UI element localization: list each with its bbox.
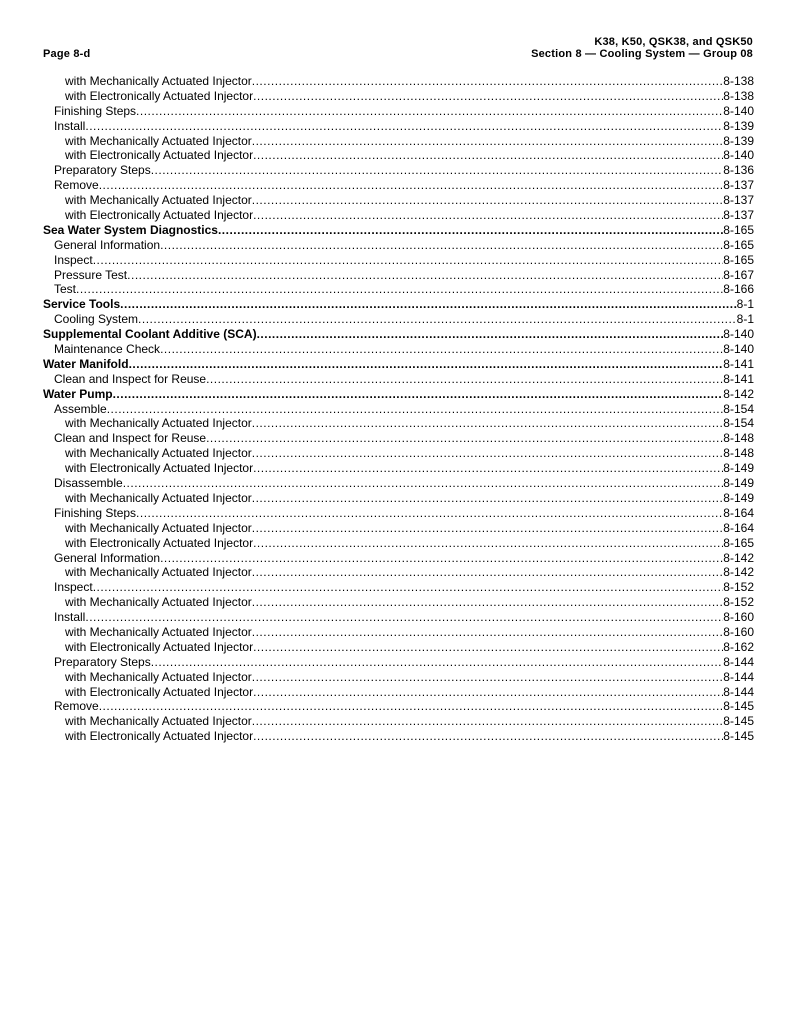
entry-page-number: 8-138 bbox=[723, 74, 754, 88]
index-entry bbox=[43, 134, 754, 149]
entry-label: with Mechanically Actuated Injector bbox=[65, 193, 252, 208]
entry-label: with Electronically Actuated Injector bbox=[65, 639, 254, 654]
entry-label: Service Tools bbox=[43, 297, 121, 312]
entry-page-number: 8-154 bbox=[723, 401, 754, 416]
entry-label: General Information bbox=[54, 550, 161, 565]
index-topic-entry bbox=[43, 327, 754, 342]
entry-page-number: 8-166 bbox=[723, 282, 754, 297]
dot-leader bbox=[99, 178, 724, 193]
entry-label: Pressure Test bbox=[54, 267, 128, 282]
index-entry bbox=[43, 551, 754, 566]
entry-page-number: 8-160 bbox=[723, 610, 754, 625]
dot-leader bbox=[253, 640, 723, 655]
dot-leader bbox=[252, 446, 724, 461]
index-entry bbox=[43, 446, 754, 461]
entry-page-number: 8-139 bbox=[723, 133, 754, 148]
entry-label: with Mechanically Actuated Injector bbox=[65, 565, 252, 580]
entry-label: Disassemble bbox=[54, 476, 123, 491]
dot-leader bbox=[253, 89, 723, 104]
dot-leader bbox=[252, 595, 724, 610]
index-entry bbox=[43, 565, 754, 580]
entry-label: with Electronically Actuated Injector bbox=[65, 535, 254, 550]
entry-page-number: 8-140 bbox=[723, 342, 754, 357]
entry-label: with Mechanically Actuated Injector bbox=[65, 416, 252, 431]
index-entry bbox=[43, 536, 754, 551]
dot-leader bbox=[252, 74, 724, 89]
index-entry bbox=[43, 431, 754, 446]
index-entry bbox=[43, 312, 754, 327]
index-entry bbox=[43, 506, 754, 521]
index-entry bbox=[43, 253, 754, 268]
index-entry bbox=[43, 193, 754, 208]
entry-page-number: 8-165 bbox=[723, 237, 754, 252]
dot-leader bbox=[253, 461, 723, 476]
entry-page-number: 8-144 bbox=[723, 669, 754, 684]
entry-label: Remove bbox=[54, 178, 99, 193]
entry-label: Assemble bbox=[54, 401, 107, 416]
dot-leader bbox=[252, 521, 724, 536]
dot-leader bbox=[252, 670, 724, 685]
index-entry bbox=[43, 104, 754, 119]
entry-label: with Electronically Actuated Injector bbox=[65, 684, 254, 699]
index-entry bbox=[43, 342, 754, 357]
dot-leader bbox=[99, 699, 724, 714]
entry-label: Test bbox=[54, 282, 77, 297]
dot-leader bbox=[252, 193, 724, 208]
entry-label: with Electronically Actuated Injector bbox=[65, 148, 254, 163]
index-entry bbox=[43, 685, 754, 700]
dot-leader bbox=[120, 297, 737, 312]
entry-label: with Mechanically Actuated Injector bbox=[65, 520, 252, 535]
index-entry bbox=[43, 491, 754, 506]
dot-leader bbox=[252, 625, 724, 640]
dot-leader bbox=[85, 610, 723, 625]
dot-leader bbox=[151, 163, 724, 178]
dot-leader bbox=[76, 282, 723, 297]
dot-leader bbox=[252, 134, 724, 149]
index-entry bbox=[43, 655, 754, 670]
index-entry bbox=[43, 610, 754, 625]
index-entry bbox=[43, 89, 754, 104]
dot-leader bbox=[252, 416, 724, 431]
header-right bbox=[531, 36, 753, 60]
dot-leader bbox=[160, 238, 723, 253]
dot-leader bbox=[257, 327, 724, 342]
dot-leader bbox=[253, 148, 723, 163]
index-entry bbox=[43, 625, 754, 640]
entry-page-number: 8-165 bbox=[723, 222, 754, 237]
entry-label: Sea Water System Diagnostics bbox=[43, 222, 218, 237]
dot-leader bbox=[253, 729, 723, 744]
engine-models: K38, K50, QSK38, and QSK50 bbox=[594, 36, 753, 48]
index-entry bbox=[43, 476, 754, 491]
entry-page-number: 8-141 bbox=[723, 371, 754, 386]
entry-page-number: 8-165 bbox=[723, 252, 754, 267]
entry-page-number: 8-145 bbox=[723, 714, 754, 729]
entry-label: with Electronically Actuated Injector bbox=[65, 729, 254, 744]
dot-leader bbox=[218, 223, 723, 238]
entry-label: Remove bbox=[54, 699, 99, 714]
entry-page-number: 8-137 bbox=[723, 208, 754, 223]
entry-page-number: 8-1 bbox=[736, 312, 754, 327]
entry-page-number: 8-141 bbox=[723, 356, 754, 371]
entry-page-number: 8-144 bbox=[723, 684, 754, 699]
entry-label: Clean and Inspect for Reuse bbox=[54, 371, 207, 386]
entry-label: with Electronically Actuated Injector bbox=[65, 88, 254, 103]
entry-label: Install bbox=[54, 118, 86, 133]
dot-leader bbox=[113, 387, 724, 402]
entry-page-number: 8-140 bbox=[723, 327, 754, 342]
entry-label: with Mechanically Actuated Injector bbox=[65, 446, 252, 461]
dot-leader bbox=[93, 253, 724, 268]
entry-page-number: 8-142 bbox=[723, 386, 754, 401]
entry-page-number: 8-164 bbox=[723, 520, 754, 535]
index-entry bbox=[43, 208, 754, 223]
index-entry bbox=[43, 640, 754, 655]
entry-label: Water Manifold bbox=[43, 356, 129, 371]
dot-leader bbox=[253, 208, 723, 223]
entry-label: Maintenance Check bbox=[54, 342, 161, 357]
index-entry bbox=[43, 282, 754, 297]
dot-leader bbox=[253, 685, 723, 700]
entry-label: Water Pump bbox=[43, 386, 113, 401]
dot-leader bbox=[136, 104, 723, 119]
index-entry bbox=[43, 372, 754, 387]
entry-page-number: 8-142 bbox=[723, 550, 754, 565]
entry-page-number: 8-162 bbox=[723, 639, 754, 654]
entry-label: with Mechanically Actuated Injector bbox=[65, 490, 252, 505]
dot-leader bbox=[253, 536, 723, 551]
entry-page-number: 8-137 bbox=[723, 178, 754, 193]
entry-label: with Mechanically Actuated Injector bbox=[65, 133, 252, 148]
index-entry bbox=[43, 461, 754, 476]
index-entry bbox=[43, 402, 754, 417]
entry-label: General Information bbox=[54, 237, 161, 252]
entry-page-number: 8-142 bbox=[723, 565, 754, 580]
entry-label: with Mechanically Actuated Injector bbox=[65, 595, 252, 610]
dot-leader bbox=[252, 565, 724, 580]
dot-leader bbox=[129, 357, 724, 372]
entry-page-number: 8-140 bbox=[723, 148, 754, 163]
dot-leader bbox=[93, 580, 724, 595]
entry-page-number: 8-144 bbox=[723, 654, 754, 669]
entry-label: with Mechanically Actuated Injector bbox=[65, 669, 252, 684]
entry-page-number: 8-164 bbox=[723, 505, 754, 520]
index-entry bbox=[43, 729, 754, 744]
entry-label: Install bbox=[54, 610, 86, 625]
index-entry bbox=[43, 119, 754, 134]
entry-page-number: 8-160 bbox=[723, 624, 754, 639]
index-topic-entry bbox=[43, 387, 754, 402]
entry-page-number: 8-140 bbox=[723, 103, 754, 118]
entry-label: Preparatory Steps bbox=[54, 163, 151, 178]
dot-leader bbox=[151, 655, 724, 670]
entry-page-number: 8-148 bbox=[723, 446, 754, 461]
page-number: Page 8-d bbox=[43, 48, 91, 60]
page-header bbox=[43, 36, 753, 62]
dot-leader bbox=[160, 551, 723, 566]
entry-page-number: 8-138 bbox=[723, 88, 754, 103]
index-entry bbox=[43, 580, 754, 595]
dot-leader bbox=[252, 491, 724, 506]
entry-page-number: 8-149 bbox=[723, 490, 754, 505]
index-entry bbox=[43, 178, 754, 193]
dot-leader bbox=[107, 402, 724, 417]
index-entry bbox=[43, 714, 754, 729]
index-entry bbox=[43, 670, 754, 685]
entry-page-number: 8-148 bbox=[723, 431, 754, 446]
index-entry bbox=[43, 268, 754, 283]
entry-label: Inspect bbox=[54, 252, 93, 267]
dot-leader bbox=[206, 372, 723, 387]
entry-label: with Mechanically Actuated Injector bbox=[65, 624, 252, 639]
entry-page-number: 8-145 bbox=[723, 729, 754, 744]
entry-page-number: 8-165 bbox=[723, 535, 754, 550]
index-entry bbox=[43, 163, 754, 178]
dot-leader bbox=[85, 119, 723, 134]
entry-label: with Electronically Actuated Injector bbox=[65, 208, 254, 223]
entry-page-number: 8-149 bbox=[723, 476, 754, 491]
entry-label: with Mechanically Actuated Injector bbox=[65, 714, 252, 729]
dot-leader bbox=[138, 312, 737, 327]
index-entry bbox=[43, 699, 754, 714]
entry-page-number: 8-152 bbox=[723, 595, 754, 610]
index-list bbox=[43, 74, 754, 744]
entry-label: with Electronically Actuated Injector bbox=[65, 461, 254, 476]
index-entry bbox=[43, 238, 754, 253]
entry-page-number: 8-137 bbox=[723, 193, 754, 208]
index-entry bbox=[43, 521, 754, 536]
dot-leader bbox=[123, 476, 724, 491]
index-entry bbox=[43, 595, 754, 610]
entry-page-number: 8-167 bbox=[723, 267, 754, 282]
entry-page-number: 8-149 bbox=[723, 461, 754, 476]
entry-label: Cooling System bbox=[54, 312, 139, 327]
entry-label: Finishing Steps bbox=[54, 505, 137, 520]
entry-label: Finishing Steps bbox=[54, 103, 137, 118]
entry-label: Preparatory Steps bbox=[54, 654, 151, 669]
dot-leader bbox=[127, 268, 723, 283]
index-topic-entry bbox=[43, 357, 754, 372]
dot-leader bbox=[206, 431, 723, 446]
entry-page-number: 8-1 bbox=[736, 297, 754, 312]
dot-leader bbox=[136, 506, 723, 521]
entry-label: Supplemental Coolant Additive (SCA) bbox=[43, 327, 257, 342]
index-topic-entry bbox=[43, 297, 754, 312]
entry-label: Clean and Inspect for Reuse bbox=[54, 431, 207, 446]
entry-label: with Mechanically Actuated Injector bbox=[65, 74, 252, 88]
entry-page-number: 8-136 bbox=[723, 163, 754, 178]
index-entry bbox=[43, 416, 754, 431]
index-entry bbox=[43, 74, 754, 89]
entry-page-number: 8-152 bbox=[723, 580, 754, 595]
entry-page-number: 8-145 bbox=[723, 699, 754, 714]
dot-leader bbox=[160, 342, 723, 357]
index-topic-entry bbox=[43, 223, 754, 238]
entry-page-number: 8-154 bbox=[723, 416, 754, 431]
index-entry bbox=[43, 148, 754, 163]
section-title: Section 8 — Cooling System — Group 08 bbox=[531, 48, 753, 60]
entry-label: Inspect bbox=[54, 580, 93, 595]
dot-leader bbox=[252, 714, 724, 729]
entry-page-number: 8-139 bbox=[723, 118, 754, 133]
